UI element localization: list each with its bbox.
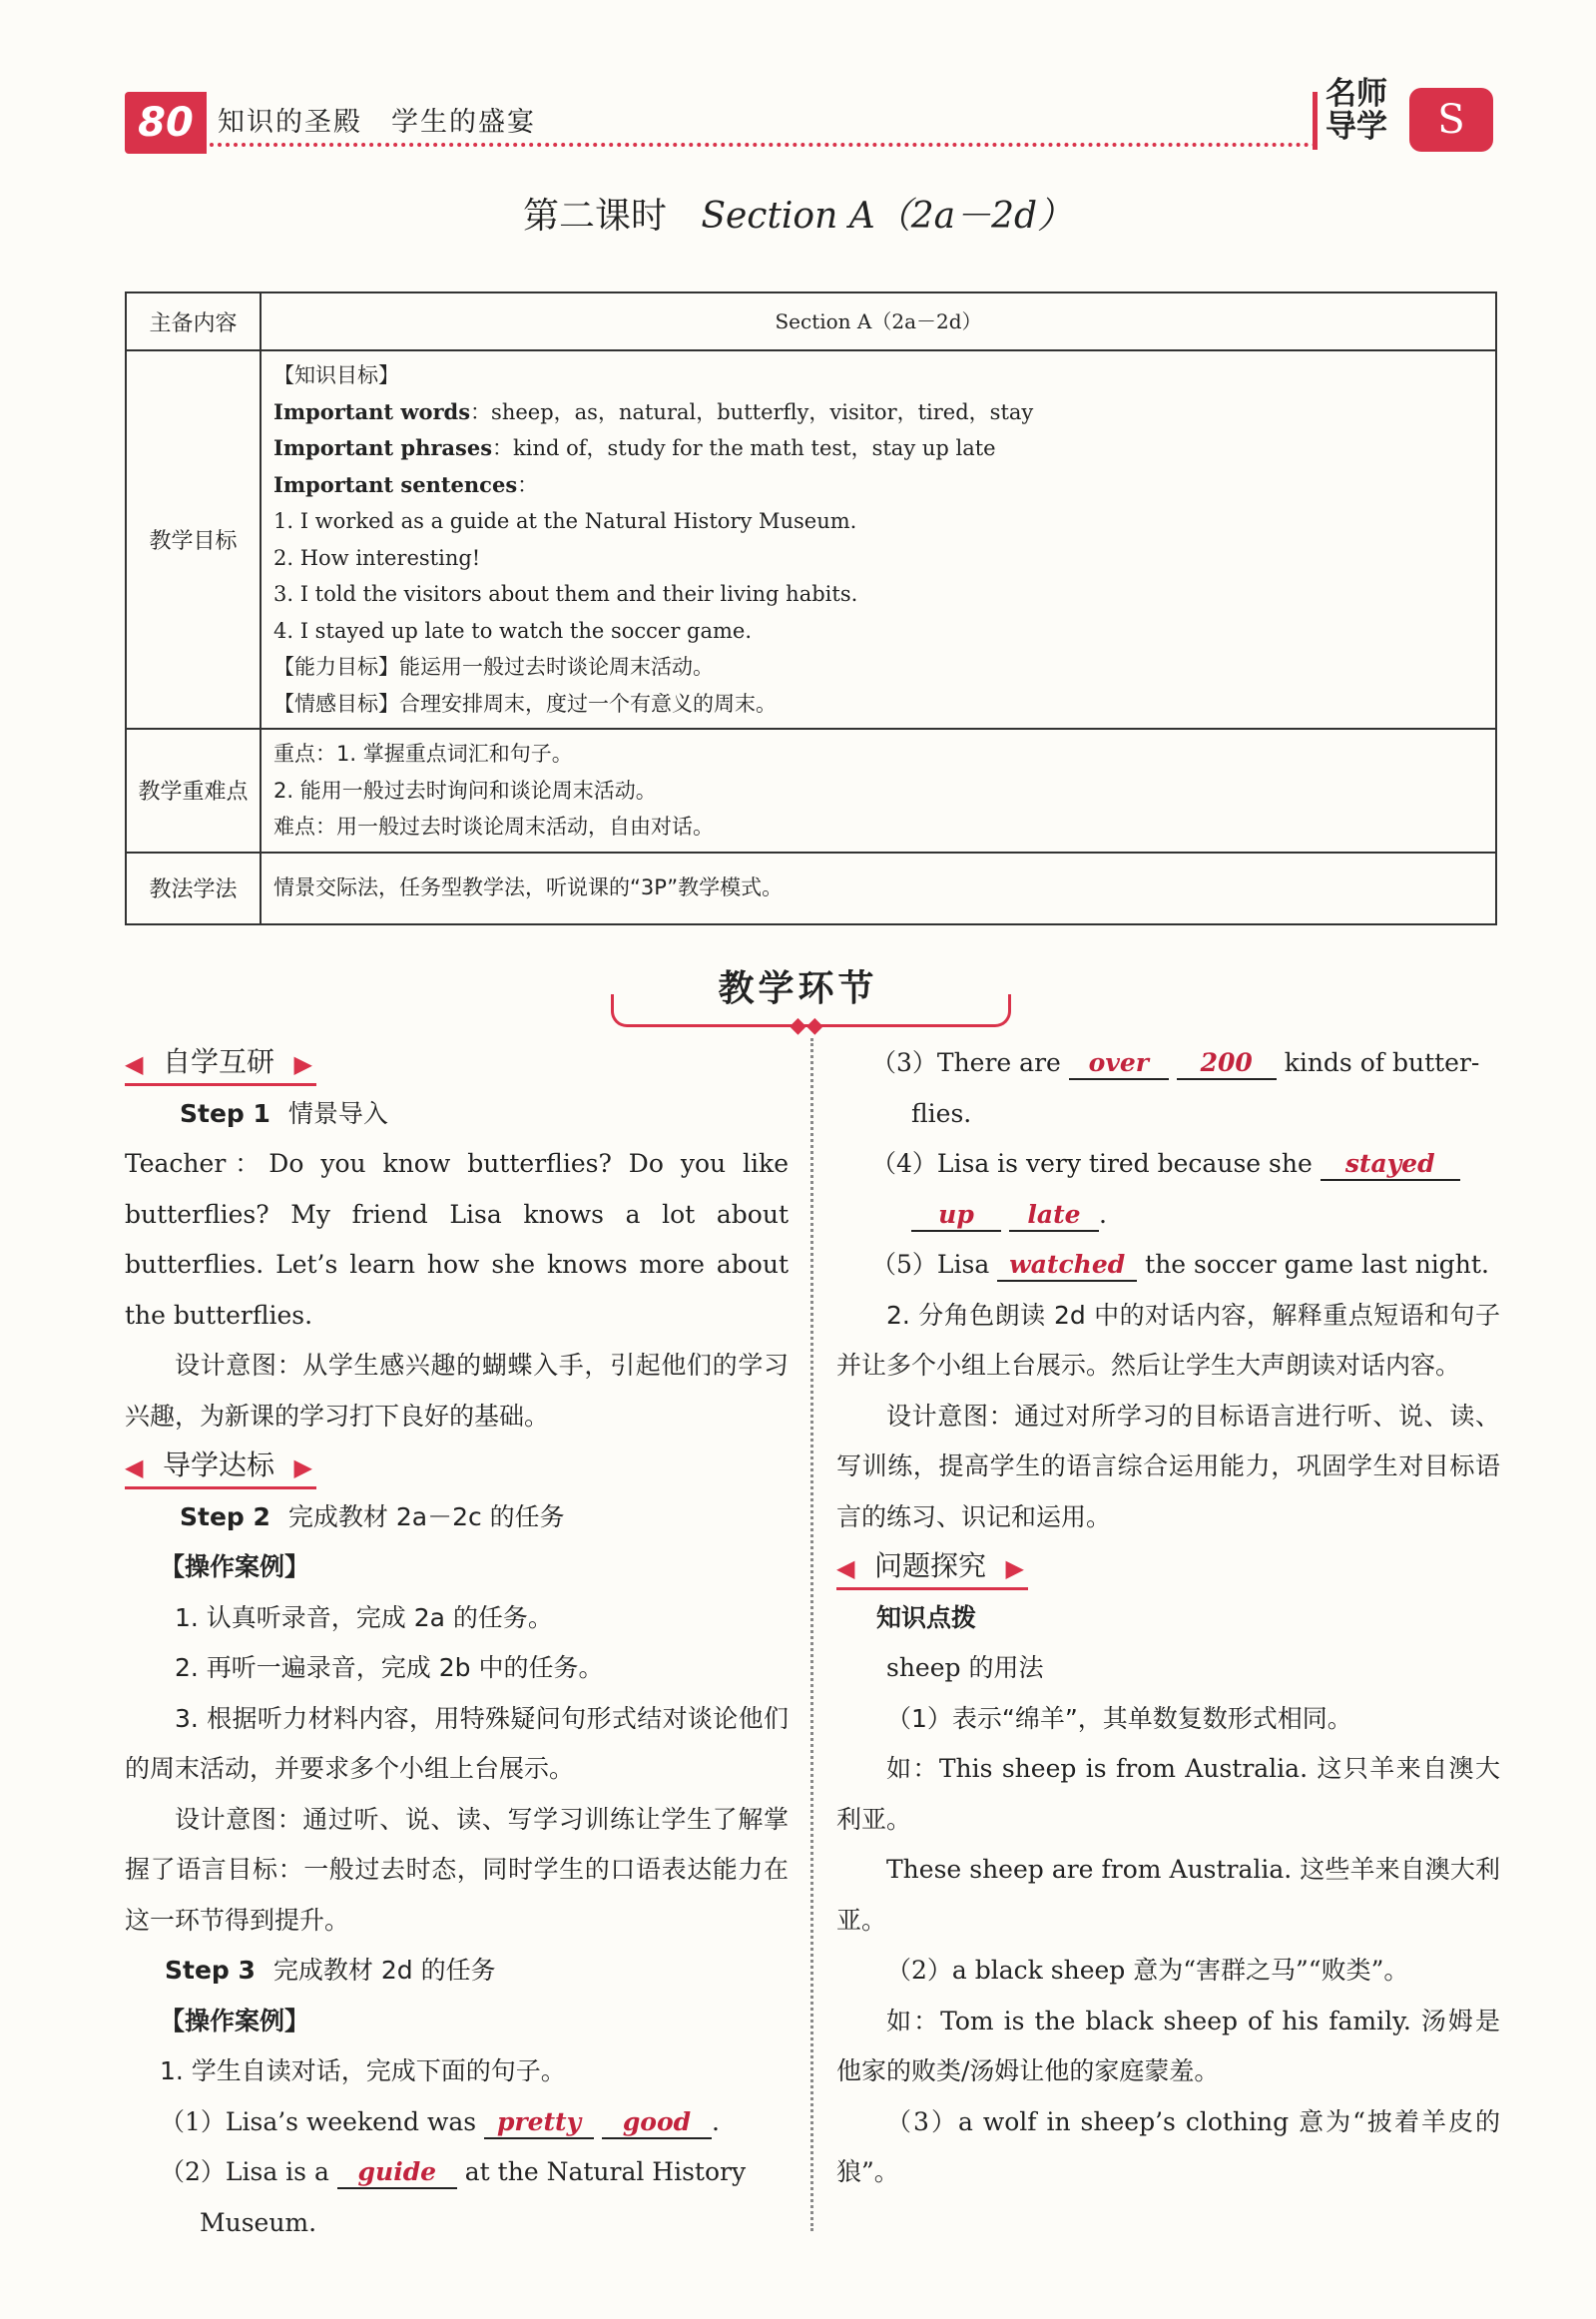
key-point-2: 2. 能用一般过去时询问和谈论周末活动。 (273, 778, 657, 803)
reading-task-1: 1. 学生自读对话，完成下面的句子。 (160, 2056, 566, 2085)
task-1: 1. 认真听录音，完成 2a 的任务。 (175, 1602, 553, 1632)
answer-blank: pretty (484, 2107, 594, 2139)
answer-blank: over (1069, 1048, 1169, 1080)
design-intent-1: 设计意图：从学生感兴趣的蝴蝶入手，引起他们的学习兴趣，为新课的学习打下良好的基础。 (125, 1351, 789, 1431)
sentence-1: 1. I worked as a guide at the Natural History Museum. (273, 509, 857, 533)
row-label: 教学重难点 (126, 729, 261, 853)
task-2: 2. 再听一遍录音，完成 2b 中的任务。 (175, 1653, 604, 1682)
teacher-dialogue: Teacher：Do you know butterflies? Do you like butterflies? My friend Lisa knows a lot about butterflies. Let’s learn how she knows more about the butterflies. (125, 1149, 789, 1330)
logo-bar (1313, 92, 1318, 150)
table-row (126, 350, 1496, 729)
header-dotted-rule (210, 143, 1318, 147)
answer-blank: stayed (1321, 1149, 1460, 1181)
answer-blank: watched (997, 1250, 1137, 1282)
double-arrow-icon: ◆◆ (790, 1013, 823, 1038)
question-1: （1）Lisa’s weekend was pretty good . (125, 2097, 789, 2148)
step-1-heading: Step 1 情景导入 (180, 1098, 388, 1128)
example-1: 如：This sheep is from Australia. 这只羊来自澳大利亚。 (836, 1754, 1500, 1834)
design-intent-3: 设计意图：通过对所学习的目标语言进行听、说、读、写训练，提高学生的语言综合运用能力，巩固学生对目标语言的练习、识记和运用。 (836, 1401, 1500, 1531)
ability-goal: 【能力目标】能运用一般过去时谈论周末活动。 (273, 655, 714, 679)
important-words: Important words：sheep，as，natural，butterfly，visitor，tired，stay (273, 398, 1034, 424)
methods-content: 情景交际法，任务型教学法，听说课的“3P”教学模式。 (261, 853, 1496, 924)
emotion-goal: 【情感目标】合理安排周末，度过一个有意义的周末。 (273, 691, 777, 716)
question-3-continued: flies. (911, 1098, 972, 1128)
lesson-title (0, 188, 1596, 239)
arrow-right-icon: ▶ (293, 1050, 313, 1078)
sheep-usage-title: sheep 的用法 (886, 1653, 1044, 1682)
header-slogan: 知识的圣殿 学生的盛宴 (218, 107, 536, 138)
arrow-left-icon: ◀ (125, 1050, 144, 1078)
lesson-title-cn: 第二课时 (522, 196, 667, 237)
lesson-title-en: Section A（2a－2d） (701, 196, 1074, 237)
table-row (126, 729, 1496, 853)
example-3: 如：Tom is the black sheep of his family. 汤姆是他家的败类/汤姆让他的家庭蒙羞。 (836, 2006, 1500, 2085)
question-3: （3）There are over 200 kinds of butter- (836, 1038, 1500, 1089)
section-header-self-study: ◀ 自学互研 ▶ (125, 1039, 316, 1089)
row-content: Section A（2a－2d） (261, 292, 1496, 350)
sentence-3: 3. I told the visitors about them and their living habits. (273, 582, 858, 606)
case-label: 【操作案例】 (160, 2006, 310, 2035)
key-point-1: 重点：1. 掌握重点词汇和句子。 (273, 742, 573, 766)
section-header-guided: ◀ 导学达标 ▶ (125, 1443, 316, 1492)
arrow-right-icon: ▶ (1005, 1554, 1025, 1582)
row-label: 主备内容 (126, 292, 261, 350)
arrow-left-icon: ◀ (836, 1554, 855, 1582)
column-divider (810, 1038, 813, 2231)
reading-task-2: 2. 分角色朗读 2d 中的对话内容，解释重点短语和句子并让多个小组上台展示。然后让学生大声朗读对话内容。 (836, 1300, 1500, 1380)
answer-blank: guide (337, 2157, 457, 2189)
question-4-continued: up late . (836, 1190, 1500, 1241)
step-3-heading: Step 3 完成教材 2d 的任务 (165, 1956, 496, 1985)
usage-1: （1）表示“绵羊”，其单数复数形式相同。 (886, 1703, 1352, 1733)
objectives-content (261, 350, 1496, 729)
answer-blank: late (1009, 1200, 1099, 1232)
case-label: 【操作案例】 (160, 1552, 310, 1581)
question-2: （2）Lisa is a guide at the Natural History (125, 2147, 789, 2198)
difficult-point: 难点：用一般过去时谈论周末活动，自由对话。 (273, 815, 714, 839)
question-4: （4）Lisa is very tired because she stayed (836, 1139, 1500, 1190)
key-points-content (261, 729, 1496, 853)
step-2-heading: Step 2 完成教材 2a－2c 的任务 (180, 1501, 565, 1531)
knowledge-tag: 【知识目标】 (273, 363, 399, 387)
important-sentences: Important sentences： (273, 471, 539, 497)
lesson-plan-table (125, 291, 1497, 925)
section-banner: 教学环节 (0, 960, 1596, 1011)
table-row (126, 292, 1496, 350)
section-header-explore: ◀ 问题探究 ▶ (836, 1543, 1028, 1593)
sentence-2: 2. How interesting! (273, 545, 481, 570)
design-intent-2: 设计意图：通过听、说、读、写学习训练让学生了解掌握了语言目标：一般过去时态，同时学生的口语表达能力在这一环节得到提升。 (125, 1804, 789, 1935)
arrow-left-icon: ◀ (125, 1453, 144, 1481)
row-label: 教学目标 (126, 350, 261, 729)
knowledge-tips-heading: 知识点拨 (876, 1602, 977, 1632)
answer-blank: good (602, 2107, 712, 2139)
task-3: 3. 根据听力材料内容，用特殊疑问句形式结对谈论他们的周末活动，并要求多个小组上台展示。 (125, 1703, 789, 1783)
sentence-4: 4. I stayed up late to watch the soccer game. (273, 618, 753, 643)
table-row (126, 853, 1496, 924)
brand-logo-text: 名师导学 (1326, 76, 1387, 145)
usage-3: （3）a wolf in sheep’s clothing 意为“披着羊皮的狼”。 (836, 2106, 1500, 2186)
example-2: These sheep are from Australia. 这些羊来自澳大利亚。 (836, 1855, 1500, 1935)
right-column (836, 1038, 1500, 2198)
question-2-continued: Museum. (200, 2207, 317, 2237)
question-5: （5）Lisa watched the soccer game last night. (836, 1240, 1500, 1291)
left-column (125, 1038, 789, 2248)
arrow-right-icon: ▶ (293, 1453, 313, 1481)
brand-logo-icon: S (1409, 88, 1493, 152)
answer-blank: 200 (1177, 1048, 1277, 1080)
row-label: 教法学法 (126, 853, 261, 924)
usage-2: （2）a black sheep 意为“害群之马”“败类”。 (886, 1956, 1409, 1985)
important-phrases: Important phrases：kind of，study for the math test，stay up late (273, 435, 996, 460)
answer-blank: up (911, 1200, 1001, 1232)
page-number: 80 (125, 92, 207, 154)
